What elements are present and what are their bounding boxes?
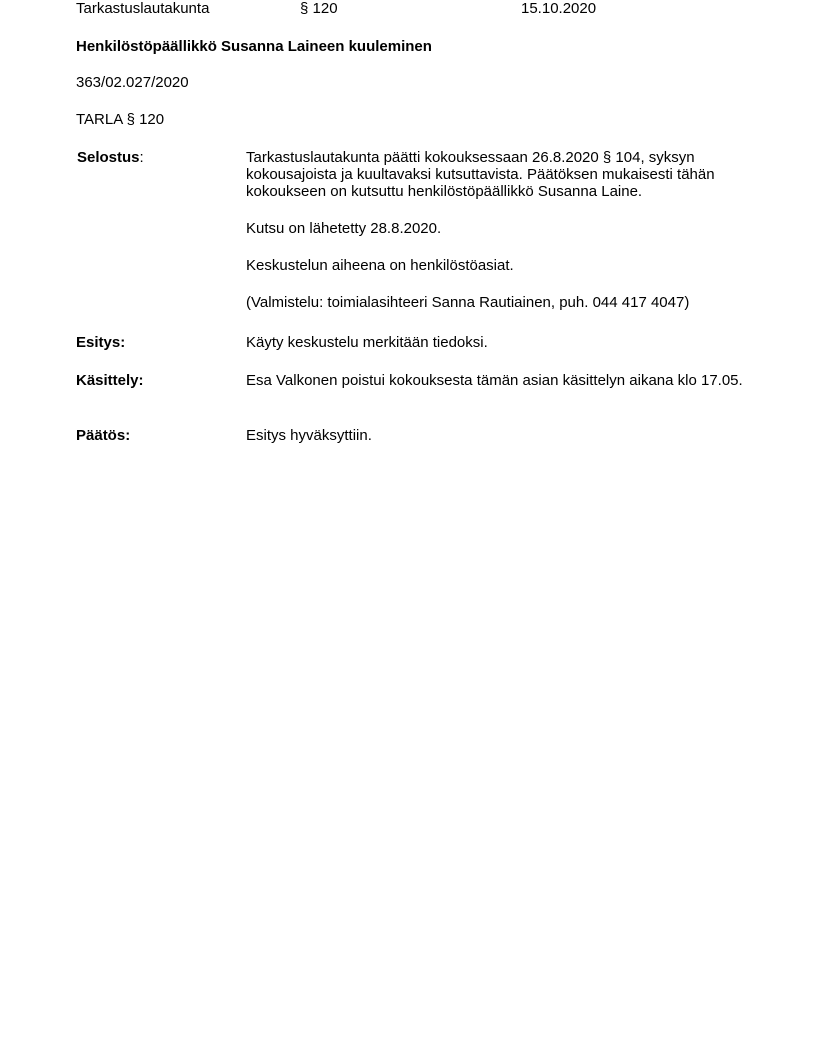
selostus-paragraph: Tarkastuslautakunta päätti kokouksessaan 26.8.2020 § 104, syksyn kokousajoista ja kuultavaksi kutsuttavista. Päätöksen mukaisesti tähän kokoukseen on kutsuttu henkilöstöpäällikkö Susanna Laine. <box>246 149 715 200</box>
selostus-paragraph: (Valmistelu: toimialasihteeri Sanna Rautiainen, puh. 044 417 4047) <box>246 294 690 311</box>
committee-name: Tarkastuslautakunta <box>76 0 210 17</box>
selostus-paragraph: Kutsu on lähetetty 28.8.2020. <box>246 220 442 237</box>
paatos-paragraph: Esitys hyväksyttiin. <box>246 427 372 444</box>
section-body-kasittely <box>246 372 746 389</box>
meeting-date: 15.10.2020 <box>521 0 597 17</box>
section-body-selostus <box>246 149 746 311</box>
document-header <box>76 0 776 20</box>
section-label-kasittely <box>76 372 144 389</box>
section-body-esitys <box>246 334 746 351</box>
section-number: § 120 <box>300 0 338 17</box>
section-label-selostus <box>77 149 144 166</box>
agenda-item-title: Henkilöstöpäällikkö Susanna Laineen kuuleminen <box>76 38 432 55</box>
esitys-label-text: Esitys: <box>76 334 126 351</box>
section-label-esitys <box>76 334 125 351</box>
section-label-paatos <box>76 427 130 444</box>
selostus-label-colon: : <box>139 149 144 166</box>
kasittely-paragraph: Esa Valkonen poistui kokouksesta tämän asian käsittelyn aikana klo 17.05. <box>246 372 743 389</box>
document-number: 363/02.027/2020 <box>76 74 189 91</box>
tarla-reference: TARLA § 120 <box>76 111 165 128</box>
esitys-paragraph: Käyty keskustelu merkitään tiedoksi. <box>246 334 488 351</box>
selostus-paragraph: Keskustelun aiheena on henkilöstöasiat. <box>246 257 514 274</box>
paatos-label-text: Päätös: <box>76 427 131 444</box>
selostus-label-text: Selostus <box>77 149 140 166</box>
kasittely-label-text: Käsittely: <box>76 372 144 389</box>
section-body-paatos <box>246 427 746 444</box>
